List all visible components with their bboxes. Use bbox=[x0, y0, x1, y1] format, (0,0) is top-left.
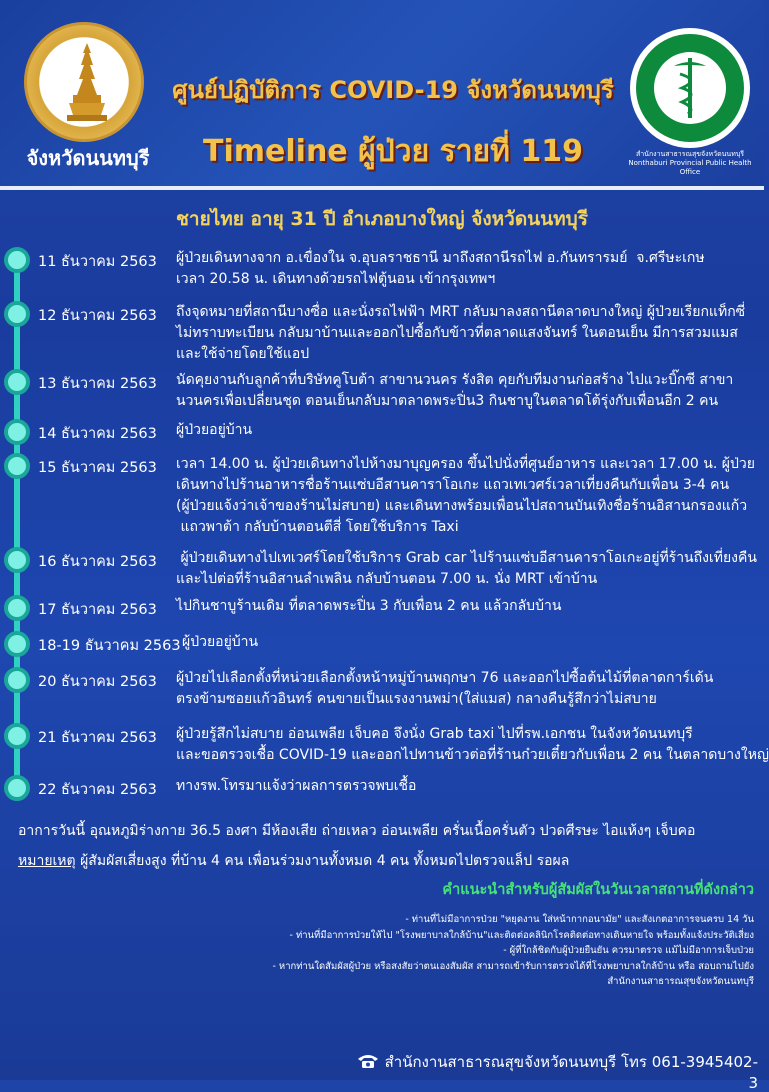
timeline-description bbox=[176, 548, 760, 590]
timeline-dot-icon bbox=[4, 369, 30, 395]
note-text: ผู้สัมผัสเสี่ยงสูง ที่บ้าน 4 คน เพื่อนร่วมงานทั้งหมด 4 คน ทั้งหมดไปตรวจแล็ป รอผล bbox=[75, 853, 570, 869]
advice-title: คำแนะนำสำหรับผู้สัมผัสในวันเวลาสถานที่ดังกล่าว bbox=[442, 882, 754, 898]
timeline-description-line: และไปต่อที่ร้านอิสานลำเพลิน กลับบ้านตอน 7.00 น. นั่ง MRT เข้าบ้าน bbox=[176, 571, 598, 587]
timeline-description bbox=[176, 668, 760, 710]
timeline-dot-icon bbox=[4, 419, 30, 445]
timeline-description-line: (ผู้ป่วยแจ้งว่าเจ้าของร้านไม่สบาย) และเดินทางพร้อมเพื่อนไปสถานบันเทิงชื่อร้านอิสานกรองแก้ว bbox=[176, 498, 748, 514]
symptoms-text: อาการวันนี้ อุณหภูมิร่างกาย 36.5 องศา มีห้องเสีย ถ่ายเหลว อ่อนเพลีย ครั่นเนื้อครั่นตัว ปวดศีรษะ ไอแห้งๆ เจ็บคอ bbox=[18, 823, 696, 839]
timeline-description-line: และใช้จ่ายโดยใช้แอป bbox=[176, 346, 310, 362]
timeline-date: 13 ธันวาคม 2563 bbox=[38, 376, 157, 392]
timeline-description-line: ผู้ป่วยเดินทางจาก อ.เขื่องใน จ.อุบลราชธานี มาถึงสถานีรถไฟ อ.กันทรารมย์ จ.ศรีษะเกษ bbox=[176, 250, 705, 266]
page-title: ศูนย์ปฏิบัติการ COVID-19 จังหวัดนนทบุรี bbox=[172, 76, 614, 104]
timeline-description-line: ผู้ป่วยไปเลือกตั้งที่หน่วยเลือกตั้งหน้าหมู่บ้านพฤกษา 76 และออกไปซื้อต้นไม้ที่ตลาดการ์เด้น bbox=[176, 670, 714, 686]
timeline-dot-icon bbox=[4, 723, 30, 749]
timeline-description bbox=[176, 776, 760, 797]
note bbox=[18, 850, 758, 872]
timeline-description bbox=[176, 420, 760, 441]
timeline-description-line: ถึงจุดหมายที่สถานีบางซื่อ และนั่งรถไฟฟ้า MRT กลับมาลงสถานีตลาดบางใหญ่ ผู้ป่วยเรียกแท็กซี่ bbox=[176, 304, 746, 320]
timeline-dot-icon bbox=[4, 667, 30, 693]
timeline-date: 14 ธันวาคม 2563 bbox=[38, 426, 157, 442]
timeline-title: Timeline ผู้ป่วย รายที่ 119 bbox=[203, 134, 583, 169]
timeline-description-line: ทางรพ.โทรมาแจ้งว่าผลการตรวจพบเชื้อ bbox=[176, 778, 417, 794]
timeline-dot-icon bbox=[4, 547, 30, 573]
header-divider bbox=[0, 186, 764, 190]
timeline-description-line: เดินทางไปร้านอาหารชื่อร้านแซ่บอีสานคาราโอเกะ แถวเทเวศร์เวลาเที่ยงคืนกับเพื่อน 3-4 คน bbox=[176, 477, 730, 493]
timeline-date: 16 ธันวาคม 2563 bbox=[38, 554, 157, 570]
timeline-bar bbox=[14, 256, 20, 790]
advice-item: - ผู้ที่ใกล้ชิดกับผู้ป่วยยืนยัน ควรมาตรวจ แม้ไม่มีอาการเจ็บป่วย bbox=[503, 945, 754, 956]
timeline-description bbox=[176, 248, 760, 290]
advice-item: - ท่านที่ไม่มีอาการป่วย "หยุดงาน ใส่หน้ากากอนามัย" และสังเกตอาการจนครบ 14 วัน bbox=[405, 914, 754, 925]
timeline-date: 22 ธันวาคม 2563 bbox=[38, 782, 157, 798]
timeline-date: 18-19 ธันวาคม 2563 bbox=[38, 638, 181, 654]
timeline-description bbox=[176, 724, 769, 766]
moph-caption-english: Nonthaburi Provincial Public Health Office bbox=[628, 159, 752, 176]
ministry-of-public-health-logo-icon bbox=[630, 28, 750, 148]
timeline-description bbox=[176, 596, 760, 617]
nonthaburi-seal-icon bbox=[24, 22, 144, 142]
advice-item: สำนักงานสาธารณสุขจังหวัดนนทบุรี bbox=[607, 976, 754, 987]
telephone-icon bbox=[357, 1053, 379, 1069]
province-caption: จังหวัดนนทบุรี bbox=[26, 146, 150, 170]
timeline-description-line: นัดคุยงานกับลูกค้าที่บริษัทคูโบต้า สาขานวนคร รังสิต คุยกับทีมงานก่อสร้าง ไปแวะบิ๊กซี สาขา bbox=[176, 372, 734, 388]
advice-item: - ท่านที่มีอาการป่วยให้ไป "โรงพยาบาลใกล้บ้าน"และติดต่อคลินิกโรคติดต่อทางเดินหายใจ พร้อมทั้งแจ้งประวัติเสี่ยง bbox=[289, 929, 754, 941]
moph-caption-thai: สำนักงานสาธารณสุขจังหวัดนนทบุรี bbox=[635, 150, 745, 158]
timeline-description bbox=[176, 454, 760, 538]
timeline-date: 21 ธันวาคม 2563 bbox=[38, 730, 157, 746]
timeline-dot-icon bbox=[4, 301, 30, 327]
timeline-description-line: ไปกินชาบูร้านเดิม ที่ตลาดพระปิ่น 3 กับเพื่อน 2 คน แล้วกลับบ้าน bbox=[176, 598, 562, 614]
timeline-description-line: เวลา 20.58 น. เดินทางด้วยรถไฟตู้นอน เข้ากรุงเทพฯ bbox=[176, 271, 496, 287]
timeline-description-line: แถวพาต้า กลับบ้านตอนตีสี่ โดยใช้บริการ Taxi bbox=[176, 519, 459, 535]
timeline-description bbox=[182, 632, 766, 653]
timeline-date: 20 ธันวาคม 2563 bbox=[38, 674, 157, 690]
timeline-description-line: ผู้ป่วยอยู่บ้าน bbox=[182, 634, 259, 650]
advice-list bbox=[100, 912, 754, 990]
footer-text: สำนักงานสาธารณสุขจังหวัดนนทบุรี โทร 061-3945402-3 bbox=[384, 1053, 758, 1092]
timeline-description bbox=[176, 302, 760, 365]
timeline-description-line: ผู้ป่วยเดินทางไปเทเวศร์โดยใช้บริการ Grab car ไปร้านแซ่บอีสานคาราโอเกะอยู่ที่ร้านถึงเที่ยงคืน bbox=[176, 550, 757, 566]
timeline-description-line: ผู้ป่วยรู้สึกไม่สบาย อ่อนเพลีย เจ็บคอ จึงนั่ง Grab taxi ไปที่รพ.เอกชน ในจังหวัดนนทบุรี bbox=[176, 726, 693, 742]
timeline-description-line: ไม่ทราบทะเบียน กลับมาบ้านและออกไปซื้อกับข้าวที่ตลาดแสงจันทร์ ในตอนเย็น มีการสวมแมส bbox=[176, 325, 738, 341]
timeline-date: 12 ธันวาคม 2563 bbox=[38, 308, 157, 324]
timeline-date: 17 ธันวาคม 2563 bbox=[38, 602, 157, 618]
patient-summary: ชายไทย อายุ 31 ปี อำเภอบางใหญ่ จังหวัดนนทบุรี bbox=[176, 208, 588, 230]
timeline-description-line: และขอตรวจเชื้อ COVID-19 และออกไปทานข้าวต่อที่ร้านก๋วยเตี๋ยวกับเพื่อน 2 คน ในตลาดบางใหญ่ bbox=[176, 747, 769, 763]
timeline-dot-icon bbox=[4, 453, 30, 479]
timeline-description-line: เวลา 14.00 น. ผู้ป่วยเดินทางไปห้างมาบุญครอง ขึ้นไปนั่งที่ศูนย์อาหาร และเวลา 17.00 น. ผู้ป่วย bbox=[176, 456, 755, 472]
timeline-dot-icon bbox=[4, 775, 30, 801]
timeline-dot-icon bbox=[4, 595, 30, 621]
timeline-date: 15 ธันวาคม 2563 bbox=[38, 460, 157, 476]
timeline-description-line: ตรงข้ามซอยแก้วอินทร์ คนขายเป็นแรงงานพม่า(ใส่แมส) กลางคืนรู้สึกว่าไม่สบาย bbox=[176, 691, 657, 707]
note-label: หมายเหตุ bbox=[18, 853, 76, 869]
timeline-description-line: นวนครเพื่อเปลี่ยนชุด ตอนเย็นกลับมาตลาดพระปิ่น3 กินชาบูในตลาดโต้รุ่งกับเพื่อนอีก 2 คน bbox=[176, 393, 719, 409]
timeline-description bbox=[176, 370, 760, 412]
timeline-dot-icon bbox=[4, 247, 30, 273]
moph-caption bbox=[620, 150, 760, 177]
footer-contact bbox=[352, 1050, 758, 1092]
timeline-date: 11 ธันวาคม 2563 bbox=[38, 254, 157, 270]
timeline-description-line: ผู้ป่วยอยู่บ้าน bbox=[176, 422, 253, 438]
timeline-dot-icon bbox=[4, 631, 30, 657]
advice-item: - หากท่านใดสัมผัสผู้ป่วย หรือสงสัยว่าตนเองสัมผัส สามารถเข้ารับการตรวจได้ที่โรงพยาบาลใกล้บ้าน หรือ สอบถามไปยัง bbox=[272, 960, 754, 972]
